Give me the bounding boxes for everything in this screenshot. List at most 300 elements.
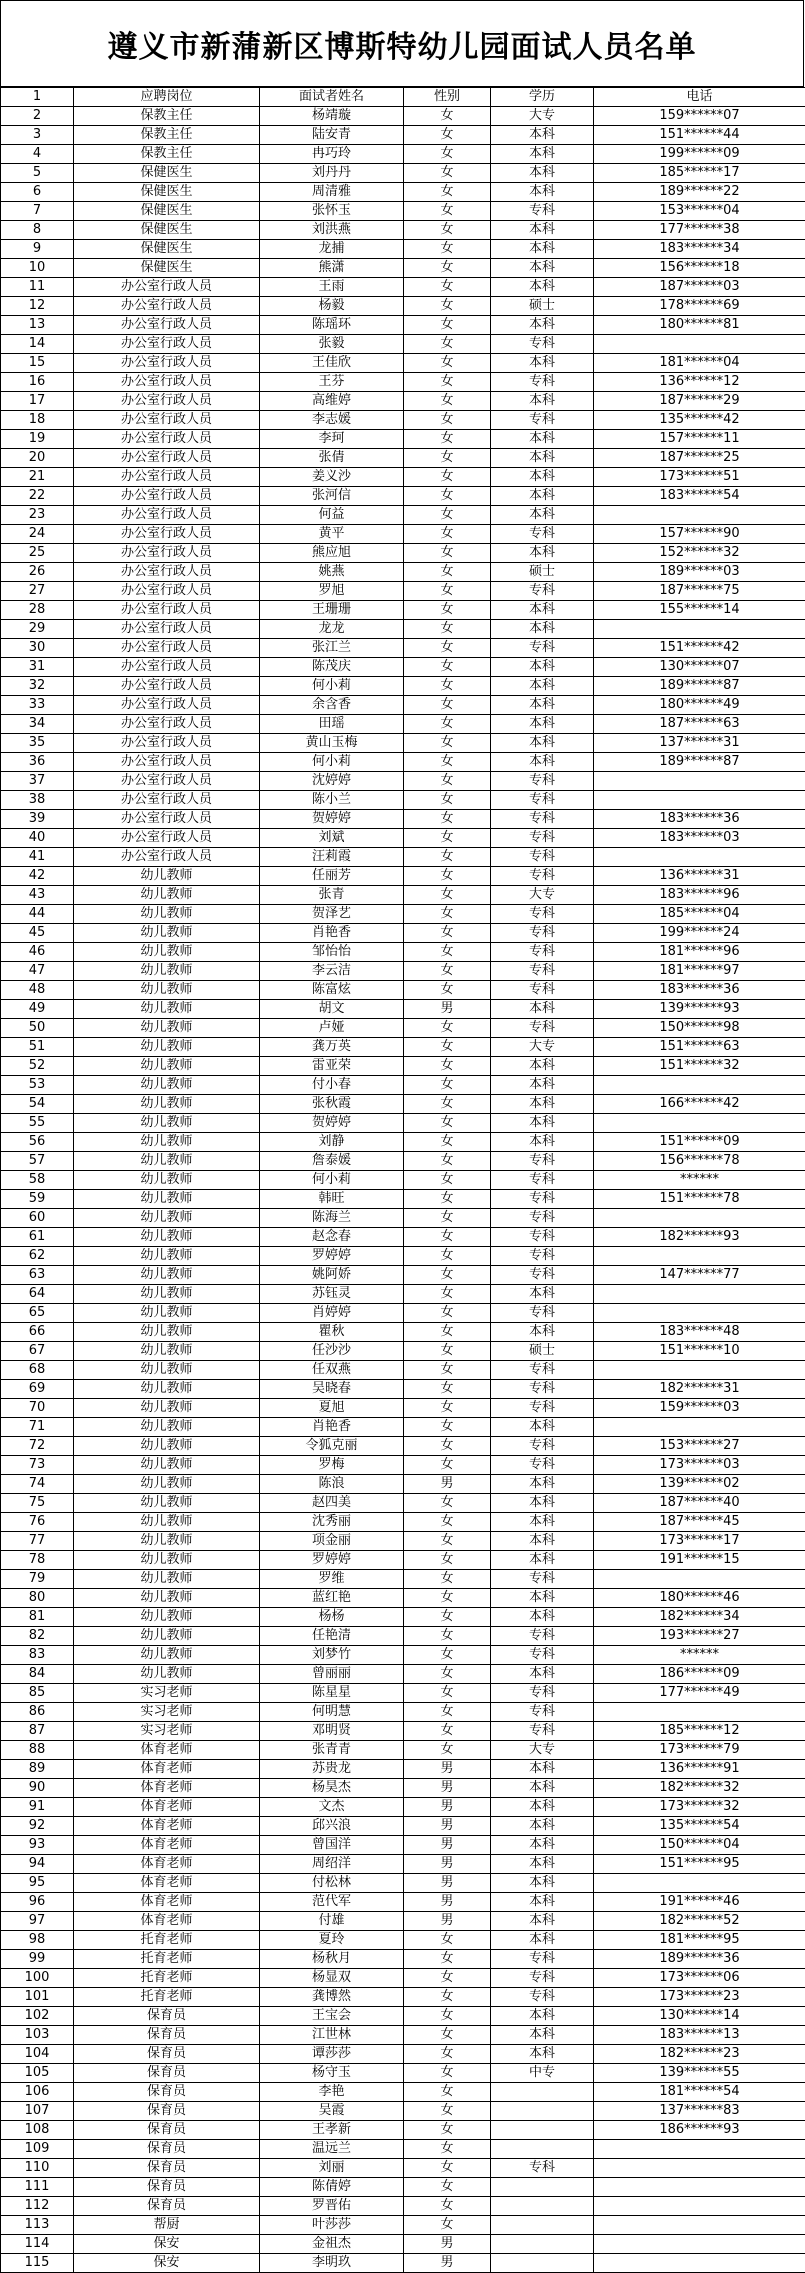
name-cell: 张毅 [260, 335, 404, 354]
table-row [1, 601, 805, 620]
table-row [1, 791, 805, 810]
position-cell: 办公室行政人员 [74, 658, 260, 677]
row-number-cell: 113 [1, 2216, 74, 2235]
position-cell: 幼儿教师 [74, 1513, 260, 1532]
name-cell: 何明慧 [260, 1703, 404, 1722]
row-number-cell: 90 [1, 1779, 74, 1798]
education-cell: 本科 [491, 506, 594, 525]
table-row [1, 1437, 805, 1456]
phone-cell [594, 506, 805, 525]
education-cell [491, 2235, 594, 2254]
education-cell: 本科 [491, 544, 594, 563]
name-cell: 罗晋佑 [260, 2197, 404, 2216]
position-cell: 办公室行政人员 [74, 563, 260, 582]
education-cell: 硕士 [491, 1342, 594, 1361]
position-cell: 幼儿教师 [74, 1095, 260, 1114]
position-cell: 办公室行政人员 [74, 734, 260, 753]
gender-cell: 女 [404, 487, 491, 506]
position-cell: 办公室行政人员 [74, 810, 260, 829]
table-row [1, 1399, 805, 1418]
header-education: 学历 [491, 88, 594, 107]
row-number-cell: 42 [1, 867, 74, 886]
name-cell: 贺婷婷 [260, 1114, 404, 1133]
position-cell: 幼儿教师 [74, 1266, 260, 1285]
name-cell: 龚博然 [260, 1988, 404, 2007]
position-cell: 办公室行政人员 [74, 487, 260, 506]
education-cell: 本科 [491, 183, 594, 202]
interview-roster-table [0, 87, 805, 2273]
row-number-cell: 69 [1, 1380, 74, 1399]
phone-cell: 189******03 [594, 563, 805, 582]
education-cell: 本科 [491, 1323, 594, 1342]
row-number-cell: 30 [1, 639, 74, 658]
name-cell: 陈浪 [260, 1475, 404, 1494]
row-number-cell: 25 [1, 544, 74, 563]
table-row [1, 829, 805, 848]
row-number-cell: 22 [1, 487, 74, 506]
gender-cell: 女 [404, 1589, 491, 1608]
position-cell: 办公室行政人员 [74, 696, 260, 715]
table-row [1, 2197, 805, 2216]
position-cell: 保教主任 [74, 107, 260, 126]
education-cell: 本科 [491, 449, 594, 468]
education-cell: 本科 [491, 278, 594, 297]
row-number-cell: 15 [1, 354, 74, 373]
name-cell: 吴晓春 [260, 1380, 404, 1399]
position-cell: 保安 [74, 2254, 260, 2273]
name-cell: 金祖杰 [260, 2235, 404, 2254]
gender-cell: 女 [404, 1323, 491, 1342]
position-cell: 保健医生 [74, 202, 260, 221]
name-cell: 熊潇 [260, 259, 404, 278]
table-row [1, 411, 805, 430]
name-cell: 胡文 [260, 1000, 404, 1019]
education-cell: 专科 [491, 1152, 594, 1171]
education-cell: 专科 [491, 1627, 594, 1646]
position-cell: 幼儿教师 [74, 1646, 260, 1665]
table-row [1, 753, 805, 772]
row-number-cell: 21 [1, 468, 74, 487]
table-row [1, 1646, 805, 1665]
gender-cell: 女 [404, 848, 491, 867]
gender-cell: 男 [404, 1855, 491, 1874]
name-cell: 任艳清 [260, 1627, 404, 1646]
table-row [1, 2102, 805, 2121]
table-row [1, 107, 805, 126]
education-cell: 本科 [491, 1057, 594, 1076]
phone-cell: ****** [594, 1171, 805, 1190]
position-cell: 办公室行政人员 [74, 430, 260, 449]
table-row [1, 373, 805, 392]
phone-cell: 180******81 [594, 316, 805, 335]
table-row [1, 962, 805, 981]
name-cell: 范代军 [260, 1893, 404, 1912]
row-number-cell: 65 [1, 1304, 74, 1323]
name-cell: 田瑶 [260, 715, 404, 734]
phone-cell: 157******90 [594, 525, 805, 544]
phone-cell: 151******42 [594, 639, 805, 658]
gender-cell: 女 [404, 1437, 491, 1456]
name-cell: 杨显双 [260, 1969, 404, 1988]
position-cell: 幼儿教师 [74, 1133, 260, 1152]
table-row [1, 221, 805, 240]
table-row [1, 1722, 805, 1741]
name-cell: 何小莉 [260, 1171, 404, 1190]
name-cell: 沈婷婷 [260, 772, 404, 791]
name-cell: 龙捕 [260, 240, 404, 259]
name-cell: 刘静 [260, 1133, 404, 1152]
gender-cell: 女 [404, 506, 491, 525]
education-cell: 本科 [491, 1836, 594, 1855]
gender-cell: 女 [404, 2083, 491, 2102]
table-row [1, 1152, 805, 1171]
row-number-cell: 24 [1, 525, 74, 544]
table-row [1, 1551, 805, 1570]
table-row [1, 145, 805, 164]
name-cell: 王芬 [260, 373, 404, 392]
table-row [1, 1171, 805, 1190]
education-cell: 大专 [491, 107, 594, 126]
position-cell: 保健医生 [74, 240, 260, 259]
gender-cell: 女 [404, 1931, 491, 1950]
phone-cell: 153******04 [594, 202, 805, 221]
gender-cell: 女 [404, 544, 491, 563]
table-row [1, 943, 805, 962]
education-cell: 专科 [491, 810, 594, 829]
row-number-cell: 80 [1, 1589, 74, 1608]
phone-cell: 186******09 [594, 1665, 805, 1684]
table-row [1, 202, 805, 221]
table-row [1, 905, 805, 924]
name-cell: 苏贵龙 [260, 1760, 404, 1779]
table-row [1, 1418, 805, 1437]
name-cell: 张倩 [260, 449, 404, 468]
table-row [1, 126, 805, 145]
name-cell: 付松林 [260, 1874, 404, 1893]
name-cell: 王佳欣 [260, 354, 404, 373]
education-cell: 专科 [491, 981, 594, 1000]
phone-cell: 182******34 [594, 1608, 805, 1627]
gender-cell: 女 [404, 943, 491, 962]
gender-cell: 女 [404, 1228, 491, 1247]
gender-cell: 女 [404, 563, 491, 582]
name-cell: 任丽芳 [260, 867, 404, 886]
row-number-cell: 26 [1, 563, 74, 582]
position-cell: 幼儿教师 [74, 1361, 260, 1380]
education-cell: 本科 [491, 1589, 594, 1608]
name-cell: 杨靖璇 [260, 107, 404, 126]
phone-cell: 156******18 [594, 259, 805, 278]
education-cell: 本科 [491, 1912, 594, 1931]
name-cell: 刘丹丹 [260, 164, 404, 183]
gender-cell: 女 [404, 867, 491, 886]
gender-cell: 男 [404, 1798, 491, 1817]
phone-cell: 173******32 [594, 1798, 805, 1817]
phone-cell [594, 2235, 805, 2254]
gender-cell: 女 [404, 829, 491, 848]
table-row [1, 1038, 805, 1057]
education-cell: 专科 [491, 1399, 594, 1418]
phone-cell: 139******93 [594, 1000, 805, 1019]
phone-cell [594, 791, 805, 810]
table-row [1, 1190, 805, 1209]
row-number-cell: 3 [1, 126, 74, 145]
education-cell [491, 2121, 594, 2140]
table-row [1, 1627, 805, 1646]
gender-cell: 女 [404, 278, 491, 297]
row-number-cell: 97 [1, 1912, 74, 1931]
gender-cell: 女 [404, 1722, 491, 1741]
phone-cell: 180******46 [594, 1589, 805, 1608]
education-cell: 本科 [491, 1000, 594, 1019]
position-cell: 幼儿教师 [74, 1532, 260, 1551]
education-cell: 本科 [491, 259, 594, 278]
gender-cell: 女 [404, 2178, 491, 2197]
name-cell: 张青青 [260, 1741, 404, 1760]
name-cell: 叶莎莎 [260, 2216, 404, 2235]
table-row [1, 1589, 805, 1608]
phone-cell [594, 1703, 805, 1722]
position-cell: 幼儿教师 [74, 1551, 260, 1570]
position-cell: 幼儿教师 [74, 1000, 260, 1019]
row-number-cell: 54 [1, 1095, 74, 1114]
education-cell: 专科 [491, 1361, 594, 1380]
name-cell: 李明玖 [260, 2254, 404, 2273]
table-row [1, 1057, 805, 1076]
position-cell: 幼儿教师 [74, 1247, 260, 1266]
table-row [1, 183, 805, 202]
position-cell: 幼儿教师 [74, 1456, 260, 1475]
phone-cell [594, 848, 805, 867]
name-cell: 黄平 [260, 525, 404, 544]
gender-cell: 女 [404, 316, 491, 335]
row-number-cell: 51 [1, 1038, 74, 1057]
phone-cell: 135******42 [594, 411, 805, 430]
name-cell: 肖艳香 [260, 924, 404, 943]
row-number-cell: 75 [1, 1494, 74, 1513]
gender-cell: 女 [404, 1152, 491, 1171]
name-cell: 项金丽 [260, 1532, 404, 1551]
name-cell: 雷亚荣 [260, 1057, 404, 1076]
position-cell: 幼儿教师 [74, 1494, 260, 1513]
phone-cell [594, 2216, 805, 2235]
phone-cell: 183******34 [594, 240, 805, 259]
phone-cell: 186******93 [594, 2121, 805, 2140]
position-cell: 体育老师 [74, 1779, 260, 1798]
gender-cell: 男 [404, 2235, 491, 2254]
table-row [1, 2045, 805, 2064]
table-row [1, 1741, 805, 1760]
education-cell: 专科 [491, 829, 594, 848]
education-cell: 本科 [491, 354, 594, 373]
position-cell: 保健医生 [74, 164, 260, 183]
position-cell: 体育老师 [74, 1836, 260, 1855]
table-row [1, 1228, 805, 1247]
education-cell: 专科 [491, 962, 594, 981]
phone-cell: 151******63 [594, 1038, 805, 1057]
phone-cell: 189******87 [594, 753, 805, 772]
row-number-cell: 29 [1, 620, 74, 639]
name-cell: 瞿秋 [260, 1323, 404, 1342]
phone-cell: 182******31 [594, 1380, 805, 1399]
phone-cell: 182******52 [594, 1912, 805, 1931]
gender-cell: 女 [404, 1646, 491, 1665]
row-number-cell: 95 [1, 1874, 74, 1893]
phone-cell: 191******46 [594, 1893, 805, 1912]
table-row [1, 1893, 805, 1912]
row-number-cell: 46 [1, 943, 74, 962]
education-cell: 本科 [491, 1532, 594, 1551]
table-row [1, 639, 805, 658]
table-row [1, 392, 805, 411]
gender-cell: 女 [404, 430, 491, 449]
education-cell: 专科 [491, 1437, 594, 1456]
gender-cell: 女 [404, 1665, 491, 1684]
row-number-cell: 41 [1, 848, 74, 867]
position-cell: 办公室行政人员 [74, 411, 260, 430]
gender-cell: 女 [404, 905, 491, 924]
row-number-cell: 104 [1, 2045, 74, 2064]
position-cell: 实习老师 [74, 1684, 260, 1703]
position-cell: 保健医生 [74, 259, 260, 278]
position-cell: 保安 [74, 2235, 260, 2254]
table-row [1, 1285, 805, 1304]
education-cell: 专科 [491, 1171, 594, 1190]
row-number-cell: 27 [1, 582, 74, 601]
name-cell: 肖艳香 [260, 1418, 404, 1437]
phone-cell [594, 620, 805, 639]
row-number-cell: 59 [1, 1190, 74, 1209]
row-number-cell: 8 [1, 221, 74, 240]
row-number-cell: 99 [1, 1950, 74, 1969]
gender-cell: 女 [404, 392, 491, 411]
header-position: 应聘岗位 [74, 88, 260, 107]
position-cell: 幼儿教师 [74, 924, 260, 943]
education-cell: 本科 [491, 392, 594, 411]
row-number-cell: 33 [1, 696, 74, 715]
row-number-cell: 52 [1, 1057, 74, 1076]
name-cell: 沈秀丽 [260, 1513, 404, 1532]
phone-cell: 181******54 [594, 2083, 805, 2102]
education-cell: 本科 [491, 468, 594, 487]
gender-cell: 女 [404, 715, 491, 734]
phone-cell: 183******36 [594, 981, 805, 1000]
education-cell: 本科 [491, 1095, 594, 1114]
gender-cell: 男 [404, 1874, 491, 1893]
row-number-cell: 78 [1, 1551, 74, 1570]
position-cell: 幼儿教师 [74, 1665, 260, 1684]
row-number-cell: 67 [1, 1342, 74, 1361]
position-cell: 办公室行政人员 [74, 620, 260, 639]
gender-cell: 女 [404, 1209, 491, 1228]
phone-cell: 177******49 [594, 1684, 805, 1703]
phone-cell: 151******32 [594, 1057, 805, 1076]
education-cell: 本科 [491, 715, 594, 734]
gender-cell: 女 [404, 1494, 491, 1513]
row-number-cell: 100 [1, 1969, 74, 1988]
education-cell: 专科 [491, 1969, 594, 1988]
position-cell: 幼儿教师 [74, 1570, 260, 1589]
gender-cell: 女 [404, 2007, 491, 2026]
name-cell: 黄山玉梅 [260, 734, 404, 753]
gender-cell: 女 [404, 1266, 491, 1285]
phone-cell: 151******78 [594, 1190, 805, 1209]
education-cell: 大专 [491, 1038, 594, 1057]
row-number-cell: 7 [1, 202, 74, 221]
table-row [1, 430, 805, 449]
name-cell: 姚阿娇 [260, 1266, 404, 1285]
row-number-cell: 68 [1, 1361, 74, 1380]
education-cell: 专科 [491, 1190, 594, 1209]
phone-cell: 182******23 [594, 2045, 805, 2064]
phone-cell: 187******63 [594, 715, 805, 734]
name-cell: 陈富炫 [260, 981, 404, 1000]
education-cell [491, 2140, 594, 2159]
table-row [1, 1456, 805, 1475]
gender-cell: 女 [404, 1038, 491, 1057]
row-number-cell: 101 [1, 1988, 74, 2007]
position-cell: 保教主任 [74, 126, 260, 145]
table-row [1, 449, 805, 468]
gender-cell: 男 [404, 1000, 491, 1019]
table-row [1, 1475, 805, 1494]
position-cell: 保育员 [74, 2102, 260, 2121]
name-cell: 夏玲 [260, 1931, 404, 1950]
row-number-cell: 53 [1, 1076, 74, 1095]
row-number-cell: 20 [1, 449, 74, 468]
phone-cell: 177******38 [594, 221, 805, 240]
position-cell: 帮厨 [74, 2216, 260, 2235]
name-cell: 赵念春 [260, 1228, 404, 1247]
education-cell: 专科 [491, 1019, 594, 1038]
name-cell: 余含香 [260, 696, 404, 715]
table-row [1, 1247, 805, 1266]
row-number-cell: 89 [1, 1760, 74, 1779]
position-cell: 托育老师 [74, 1988, 260, 2007]
gender-cell: 男 [404, 1893, 491, 1912]
position-cell: 幼儿教师 [74, 1019, 260, 1038]
phone-cell [594, 1304, 805, 1323]
name-cell: 李珂 [260, 430, 404, 449]
table-row [1, 1836, 805, 1855]
phone-cell [594, 335, 805, 354]
name-cell: 曾国洋 [260, 1836, 404, 1855]
position-cell: 保育员 [74, 2140, 260, 2159]
table-row [1, 1703, 805, 1722]
position-cell: 幼儿教师 [74, 1152, 260, 1171]
gender-cell: 女 [404, 2121, 491, 2140]
table-row [1, 1019, 805, 1038]
phone-cell: 189******22 [594, 183, 805, 202]
table-row [1, 1817, 805, 1836]
gender-cell: 女 [404, 1418, 491, 1437]
header-phone: 电话 [594, 88, 805, 107]
table-row [1, 2159, 805, 2178]
table-row [1, 259, 805, 278]
education-cell: 本科 [491, 696, 594, 715]
row-number-cell: 23 [1, 506, 74, 525]
name-cell: 李艳 [260, 2083, 404, 2102]
row-number-cell: 28 [1, 601, 74, 620]
name-cell: 杨昊杰 [260, 1779, 404, 1798]
table-row [1, 1855, 805, 1874]
name-cell: 何益 [260, 506, 404, 525]
name-cell: 姚燕 [260, 563, 404, 582]
education-cell: 本科 [491, 677, 594, 696]
row-number-cell: 31 [1, 658, 74, 677]
name-cell: 陈瑶环 [260, 316, 404, 335]
gender-cell: 女 [404, 240, 491, 259]
